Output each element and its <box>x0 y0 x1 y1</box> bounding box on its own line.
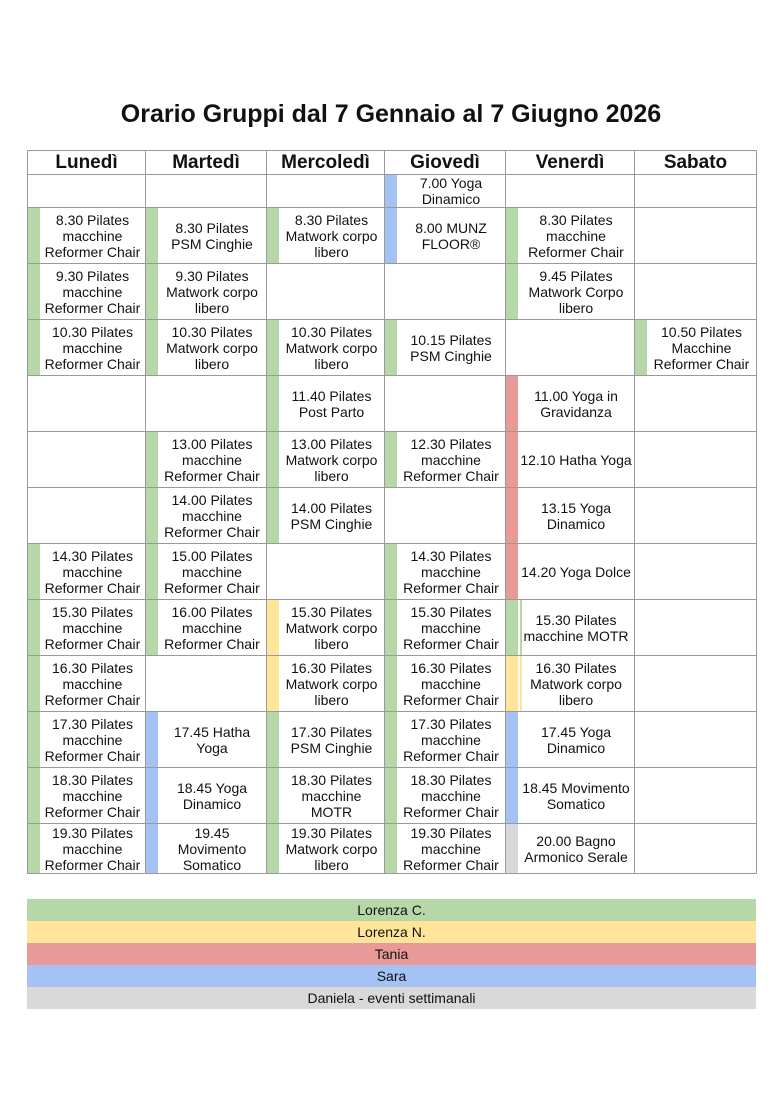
schedule-cell <box>506 768 635 824</box>
instructor-color-bar <box>146 432 158 487</box>
schedule-cell <box>267 824 385 874</box>
schedule-cell <box>146 544 267 600</box>
instructor-color-bar <box>385 824 397 873</box>
instructor-color-bar <box>506 656 518 711</box>
schedule-cell <box>28 175 146 208</box>
instructor-color-bar <box>267 600 279 655</box>
schedule-cell <box>28 600 146 656</box>
schedule-cell <box>267 320 385 376</box>
instructor-color-bar <box>28 544 40 599</box>
instructor-color-bar <box>267 488 279 543</box>
class-label: 8.30 Pilates macchine Reformer Chair <box>44 211 141 260</box>
table-row <box>28 824 757 874</box>
schedule-cell <box>506 656 635 712</box>
class-label: 15.30 Pilates macchine Reformer Chair <box>44 603 141 652</box>
legend-item: Daniela - eventi settimanali <box>27 987 756 1009</box>
schedule-cell <box>146 768 267 824</box>
class-label: 16.30 Pilates macchine Reformer Chair <box>44 659 141 708</box>
instructor-color-bar <box>146 488 158 543</box>
schedule-cell <box>506 376 635 432</box>
table-row <box>28 488 757 544</box>
class-label: 17.30 Pilates macchine Reformer Chair <box>403 715 499 764</box>
schedule-cell <box>28 320 146 376</box>
instructor-color-bar <box>146 320 158 375</box>
instructor-color-bar <box>385 432 397 487</box>
class-label: 18.45 Yoga Dinamico <box>176 779 248 812</box>
day-header: Lunedì <box>28 151 146 175</box>
day-header: Giovedì <box>385 151 506 175</box>
instructor-color-bar <box>385 320 397 375</box>
instructor-color-bar <box>506 824 518 873</box>
instructor-color-bar <box>28 320 40 375</box>
table-row <box>28 768 757 824</box>
class-label: 15.30 Pilates macchine Reformer Chair <box>403 603 499 652</box>
schedule-cell <box>28 544 146 600</box>
class-label: 18.45 Movimento Somatico <box>522 779 630 812</box>
schedule-cell <box>385 432 506 488</box>
table-row <box>28 656 757 712</box>
instructor-color-bar <box>267 432 279 487</box>
class-label: 14.30 Pilates macchine Reformer Chair <box>403 547 499 596</box>
instructor-color-bar <box>28 656 40 711</box>
schedule-cell <box>28 488 146 544</box>
schedule-cell <box>635 712 757 768</box>
schedule-cell <box>506 544 635 600</box>
schedule-cell <box>28 432 146 488</box>
schedule-cell <box>267 208 385 264</box>
class-label: 13.00 Pilates macchine Reformer Chair <box>164 435 260 484</box>
instructor-color-bar <box>385 656 397 711</box>
class-label: 14.30 Pilates macchine Reformer Chair <box>44 547 141 596</box>
instructor-color-bar <box>146 208 158 263</box>
schedule-cell <box>267 600 385 656</box>
schedule-cell <box>385 712 506 768</box>
schedule-cell <box>28 712 146 768</box>
instructor-color-bar <box>28 824 40 873</box>
schedule-cell <box>635 768 757 824</box>
schedule-cell <box>635 600 757 656</box>
class-label: 12.30 Pilates macchine Reformer Chair <box>403 435 499 484</box>
instructor-color-bar <box>506 712 518 767</box>
schedule-cell <box>28 264 146 320</box>
schedule-cell <box>267 432 385 488</box>
class-label: 8.30 Pilates PSM Cinghie <box>171 219 253 252</box>
schedule-cell <box>506 175 635 208</box>
legend <box>27 899 756 1009</box>
schedule-cell <box>146 488 267 544</box>
schedule-cell <box>146 320 267 376</box>
class-label: 11.40 Pilates Post Parto <box>291 387 372 420</box>
schedule-cell <box>28 824 146 874</box>
schedule-cell <box>385 544 506 600</box>
class-label: 14.00 Pilates macchine Reformer Chair <box>164 491 260 540</box>
schedule-cell <box>506 264 635 320</box>
table-row <box>28 264 757 320</box>
class-label: 10.15 Pilates PSM Cinghie <box>410 331 492 364</box>
instructor-color-bar <box>506 600 518 655</box>
instructor-color-bar <box>506 488 518 543</box>
schedule-cell <box>385 656 506 712</box>
schedule-cell <box>635 376 757 432</box>
instructor-color-bar <box>28 264 40 319</box>
instructor-color-bar <box>267 208 279 263</box>
schedule-cell <box>146 376 267 432</box>
instructor-color-bar-secondary <box>520 656 522 711</box>
schedule-cell <box>635 264 757 320</box>
schedule-cell <box>506 488 635 544</box>
instructor-color-bar <box>267 824 279 873</box>
schedule-cell <box>385 488 506 544</box>
page-title: Orario Gruppi dal 7 Gennaio al 7 Giugno 2026 <box>120 100 662 128</box>
instructor-color-bar <box>28 208 40 263</box>
table-row <box>28 208 757 264</box>
schedule-cell <box>635 488 757 544</box>
day-header: Mercoledì <box>267 151 385 175</box>
schedule-cell <box>267 175 385 208</box>
class-label: 10.30 Pilates Matwork corpo libero <box>166 323 258 372</box>
class-label: 17.45 Hatha Yoga <box>173 723 251 756</box>
class-label: 12.10 Hatha Yoga <box>520 451 632 468</box>
class-label: 10.50 Pilates Macchine Reformer Chair <box>653 323 750 372</box>
class-label: 7.00 Yoga Dinamico <box>419 175 483 207</box>
schedule-cell <box>385 320 506 376</box>
class-label: 19.30 Pilates macchine Reformer Chair <box>403 824 499 873</box>
class-label: 8.30 Pilates macchine Reformer Chair <box>528 211 624 260</box>
class-label: 9.45 Pilates Matwork Corpo libero <box>528 267 624 316</box>
table-row <box>28 432 757 488</box>
class-label: 15.30 Pilates Matwork corpo libero <box>285 603 378 652</box>
schedule-cell <box>506 432 635 488</box>
instructor-color-bar <box>146 600 158 655</box>
schedule-cell <box>28 656 146 712</box>
instructor-color-bar <box>385 600 397 655</box>
class-label: 9.30 Pilates Matwork corpo libero <box>166 267 258 316</box>
class-label: 10.30 Pilates macchine Reformer Chair <box>44 323 141 372</box>
instructor-color-bar <box>28 768 40 823</box>
legend-item: Lorenza N. <box>27 921 756 943</box>
class-label: 17.30 Pilates PSM Cinghie <box>290 723 373 756</box>
class-label: 13.15 Yoga Dinamico <box>540 499 612 532</box>
class-label: 16.30 Pilates Matwork corpo libero <box>530 659 622 708</box>
class-label: 11.00 Yoga in Gravidanza <box>534 387 618 420</box>
instructor-color-bar <box>267 712 279 767</box>
schedule-cell <box>385 824 506 874</box>
schedule-cell <box>506 824 635 874</box>
table-row <box>28 175 757 208</box>
schedule-cell <box>506 208 635 264</box>
class-label: 18.30 Pilates macchine Reformer Chair <box>403 771 499 820</box>
schedule-cell <box>385 600 506 656</box>
schedule-cell <box>267 376 385 432</box>
schedule-cell <box>506 600 635 656</box>
schedule-cell <box>146 600 267 656</box>
table-row <box>28 320 757 376</box>
schedule-cell <box>28 376 146 432</box>
schedule-table <box>27 150 757 874</box>
instructor-color-bar <box>385 208 397 263</box>
class-label: 16.00 Pilates macchine Reformer Chair <box>164 603 260 652</box>
instructor-color-bar <box>385 544 397 599</box>
day-header: Martedì <box>146 151 267 175</box>
day-header: Sabato <box>635 151 757 175</box>
class-label: 14.20 Yoga Dolce <box>521 563 631 580</box>
schedule-cell <box>635 320 757 376</box>
class-label: 8.00 MUNZ FLOOR® <box>415 219 487 252</box>
schedule-cell <box>635 175 757 208</box>
schedule-cell <box>506 320 635 376</box>
class-label: 13.00 Pilates Matwork corpo libero <box>285 435 378 484</box>
class-label: 16.30 Pilates Matwork corpo libero <box>285 659 378 708</box>
schedule-cell <box>267 768 385 824</box>
table-row <box>28 600 757 656</box>
instructor-color-bar <box>385 175 397 207</box>
instructor-color-bar <box>267 768 279 823</box>
class-label: 15.00 Pilates macchine Reformer Chair <box>164 547 260 596</box>
legend-item: Lorenza C. <box>27 899 756 921</box>
class-label: 16.30 Pilates macchine Reformer Chair <box>403 659 499 708</box>
day-header: Venerdì <box>506 151 635 175</box>
schedule-cell <box>506 712 635 768</box>
schedule-cell <box>635 824 757 874</box>
instructor-color-bar <box>146 264 158 319</box>
instructor-color-bar <box>635 320 647 375</box>
instructor-color-bar <box>506 376 518 431</box>
instructor-color-bar <box>506 544 518 599</box>
instructor-color-bar <box>146 544 158 599</box>
instructor-color-bar <box>146 768 158 823</box>
instructor-color-bar <box>28 712 40 767</box>
table-row <box>28 376 757 432</box>
instructor-color-bar <box>267 656 279 711</box>
instructor-color-bar <box>506 264 518 319</box>
class-label: 9.30 Pilates macchine Reformer Chair <box>44 267 141 316</box>
schedule-cell <box>385 264 506 320</box>
schedule-cell <box>146 175 267 208</box>
schedule-cell <box>146 656 267 712</box>
instructor-color-bar <box>506 208 518 263</box>
instructor-color-bar <box>267 320 279 375</box>
schedule-cell <box>635 208 757 264</box>
instructor-color-bar <box>146 824 158 873</box>
table-row <box>28 712 757 768</box>
schedule-cell <box>635 544 757 600</box>
schedule-cell <box>267 544 385 600</box>
class-label: 10.30 Pilates Matwork corpo libero <box>285 323 378 372</box>
legend-item: Sara <box>27 965 756 987</box>
class-label: 14.00 Pilates PSM Cinghie <box>290 499 373 532</box>
instructor-color-bar <box>506 432 518 487</box>
schedule-cell <box>146 264 267 320</box>
instructor-color-bar-secondary <box>520 600 522 655</box>
class-label: 18.30 Pilates macchine MOTR <box>291 771 372 820</box>
schedule-cell <box>267 488 385 544</box>
class-label: 15.30 Pilates macchine MOTR <box>523 611 629 644</box>
class-label: 17.30 Pilates macchine Reformer Chair <box>44 715 141 764</box>
schedule-body <box>28 175 757 874</box>
instructor-color-bar <box>267 376 279 431</box>
schedule-cell <box>267 712 385 768</box>
schedule-cell <box>635 432 757 488</box>
table-row <box>28 544 757 600</box>
instructor-color-bar <box>146 712 158 767</box>
instructor-color-bar <box>385 712 397 767</box>
schedule-cell <box>146 208 267 264</box>
class-label: 18.30 Pilates macchine Reformer Chair <box>44 771 141 820</box>
schedule-cell <box>385 768 506 824</box>
class-label: 17.45 Yoga Dinamico <box>540 723 612 756</box>
instructor-color-bar <box>506 768 518 823</box>
class-label: 19.30 Pilates macchine Reformer Chair <box>44 824 141 873</box>
class-label: 8.30 Pilates Matwork corpo libero <box>285 211 378 260</box>
schedule-cell <box>28 768 146 824</box>
class-label: 20.00 Bagno Armonico Serale <box>524 832 628 865</box>
instructor-color-bar <box>28 600 40 655</box>
schedule-cell <box>146 712 267 768</box>
schedule-cell <box>635 656 757 712</box>
header-row <box>28 151 757 175</box>
schedule-cell <box>146 432 267 488</box>
schedule-cell <box>385 376 506 432</box>
schedule-cell <box>28 208 146 264</box>
schedule-cell <box>385 175 506 208</box>
legend-item: Tania <box>27 943 756 965</box>
schedule-cell <box>267 264 385 320</box>
schedule-cell <box>267 656 385 712</box>
schedule-cell <box>385 208 506 264</box>
schedule-cell <box>146 824 267 874</box>
class-label: 19.30 Pilates Matwork corpo libero <box>285 824 378 873</box>
class-label: 19.45 Movimento Somatico <box>177 824 247 873</box>
instructor-color-bar <box>385 768 397 823</box>
